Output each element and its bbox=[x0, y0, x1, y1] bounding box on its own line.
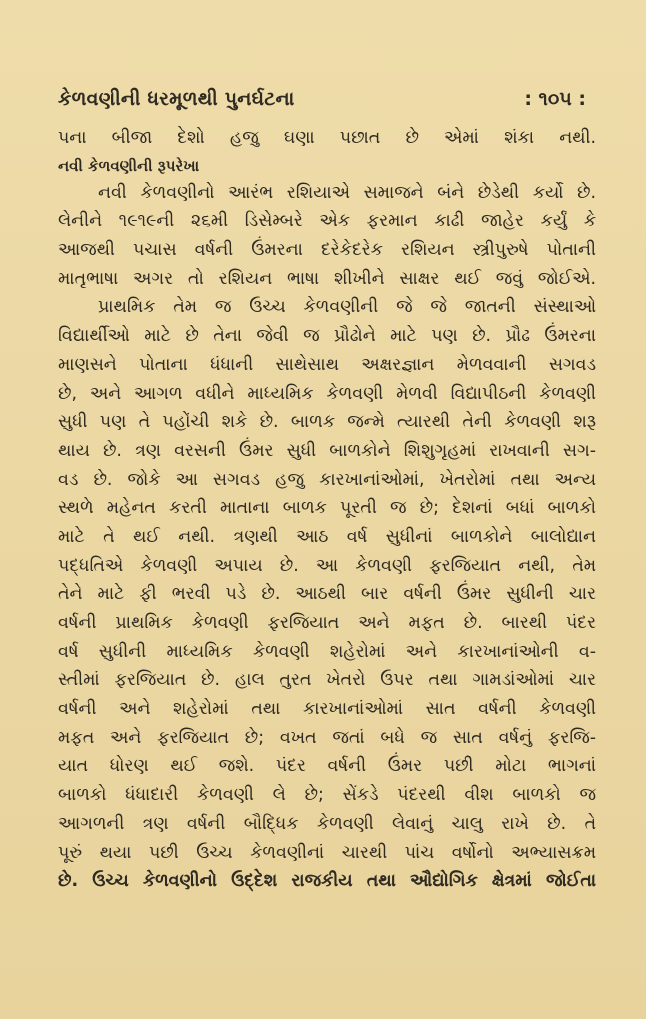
text-line: વર્ષની પ્રાથમિક કેળવણી ફરજિયાત અને મફત છે. બારથી પંદર bbox=[58, 613, 596, 633]
running-header bbox=[58, 88, 596, 110]
paragraph-first-line: પ્રાથમિક તેમ જ ઉચ્ચ કેળવણીની જે જે જાતની સંસ્થાઓ bbox=[98, 297, 596, 318]
section-heading: નવી કેળવણીની રૂપરેખા bbox=[58, 156, 200, 175]
text-line: પદ્ધતિએ કેળવણી અપાય છે. આ કેળવણી ફરજિયાત નથી, તેમ bbox=[58, 555, 596, 576]
text-line: પૂરું થયા પછી ઉચ્ચ કેળવણીનાં ચારથી પાંચ વર્ષોનો અભ્યાસક્રમ bbox=[58, 842, 596, 863]
text-line: સુધી પણ તે પહોંચી શકે છે. બાળક જન્મે ત્યારથી તેની કેળવણી શરૂ bbox=[58, 412, 596, 433]
paragraph-first-line: નવી કેળવણીનો આરંભ રશિયાએ સમાજને બંને છેડેથી કર્યો છે. bbox=[98, 182, 596, 203]
text-line: માટે તે થઈ નથી. ત્રણથી આઠ વર્ષ સુધીનાં બાળકોને બાલોદ્યાન bbox=[58, 526, 596, 547]
text-line: સ્તીમાં ફરજિયાત છે. હાલ તુરત ખેતરો ઉપર તથા ગામડાંઓમાં ચાર bbox=[58, 670, 596, 691]
text-line: આજથી પચાસ વર્ષની ઉંમરના દરેકેદરેક રશિયન સ્ત્રીપુરુષે પોતાની bbox=[58, 240, 596, 261]
page-number: : ૧૦૫ : bbox=[524, 88, 586, 110]
text-line: મફત અને ફરજિયાત છે; વખત જતાં બધે જ સાત વર્ષનું ફરજિ- bbox=[58, 727, 596, 748]
text-line: લેનીને ૧૯૧૯ની ૨૬મી ડિસેમ્બરે એક ફરમાન કાઢી જાહેર કર્યું કે bbox=[58, 211, 596, 232]
body-text bbox=[58, 124, 596, 896]
text-line: વર્ષની અને શહેરોમાં તથા કારખાનાંઓમાં સાત વર્ષની કેળવણી bbox=[58, 699, 596, 720]
text-line: બાળકો ધંધાદારી કેળવણી લે છે; સેંકડે પંદરથી વીશ બાળકો જ bbox=[58, 785, 596, 806]
text-line: માણસને પોતાના ધંધાની સાથેસાથ અક્ષરજ્ઞાન મેળવવાની સગવડ bbox=[58, 354, 596, 375]
text-line: સ્થળે મહેનત કરતી માતાના બાળક પૂરતી જ છે; દેશનાં બધાં બાળકો bbox=[58, 498, 596, 519]
text-line: તેને માટે ફી ભરવી પડે છે. આઠથી બાર વર્ષની ઉંમર સુધીની ચાર bbox=[58, 584, 596, 605]
text-line: માતૃભાષા અગર તો રશિયન ભાષા શીખીને સાક્ષર થઈ જવું જોઈએ. bbox=[58, 268, 596, 289]
text-line: વર્ષ સુધીની માધ્યમિક કેળવણી શહેરોમાં અને કારખાનાંઓની વ- bbox=[58, 641, 596, 662]
text-line: છે. ઉચ્ચ કેળવણીનો ઉદ્દેશ રાજકીય તથા ઔદ્યોગિક ક્ષેત્રમાં જોઈતા bbox=[58, 871, 596, 892]
text-line: યાત ધોરણ થઈ જશે. પંદર વર્ષની ઉંમર પછી મોટા ભાગનાં bbox=[58, 756, 596, 777]
running-title: કેળવણીની ધરમૂળથી પુનર્ઘટના bbox=[58, 88, 295, 110]
text-line: છે, અને આગળ વધીને માધ્યમિક કેળવણી મેળવી વિદ્યાપીઠની કેળવણી bbox=[58, 383, 596, 404]
text-line: વિદ્યાર્થીઓ માટે છે તેના જેવી જ પ્રૌઢોને માટે પણ છે. પ્રૌઢ ઉંમરના bbox=[58, 326, 596, 347]
text-line: થાય છે. ત્રણ વરસની ઉંમર સુધી બાળકોને શિશુગૃહમાં રાખવાની સગ- bbox=[58, 440, 596, 461]
text-line: પના બીજા દેશો હજુ ઘણા પછાત છે એમાં શંકા નથી. bbox=[58, 128, 596, 148]
text-line: વડ છે. જોકે આ સગવડ હજુ કારખાનાંઓમાં, ખેતરોમાં તથા અન્ય bbox=[58, 469, 596, 490]
text-line: આગળની ત્રણ વર્ષની બૌદ્ધિક કેળવણી લેવાનું ચાલુ રાખે છે. તે bbox=[58, 813, 596, 834]
